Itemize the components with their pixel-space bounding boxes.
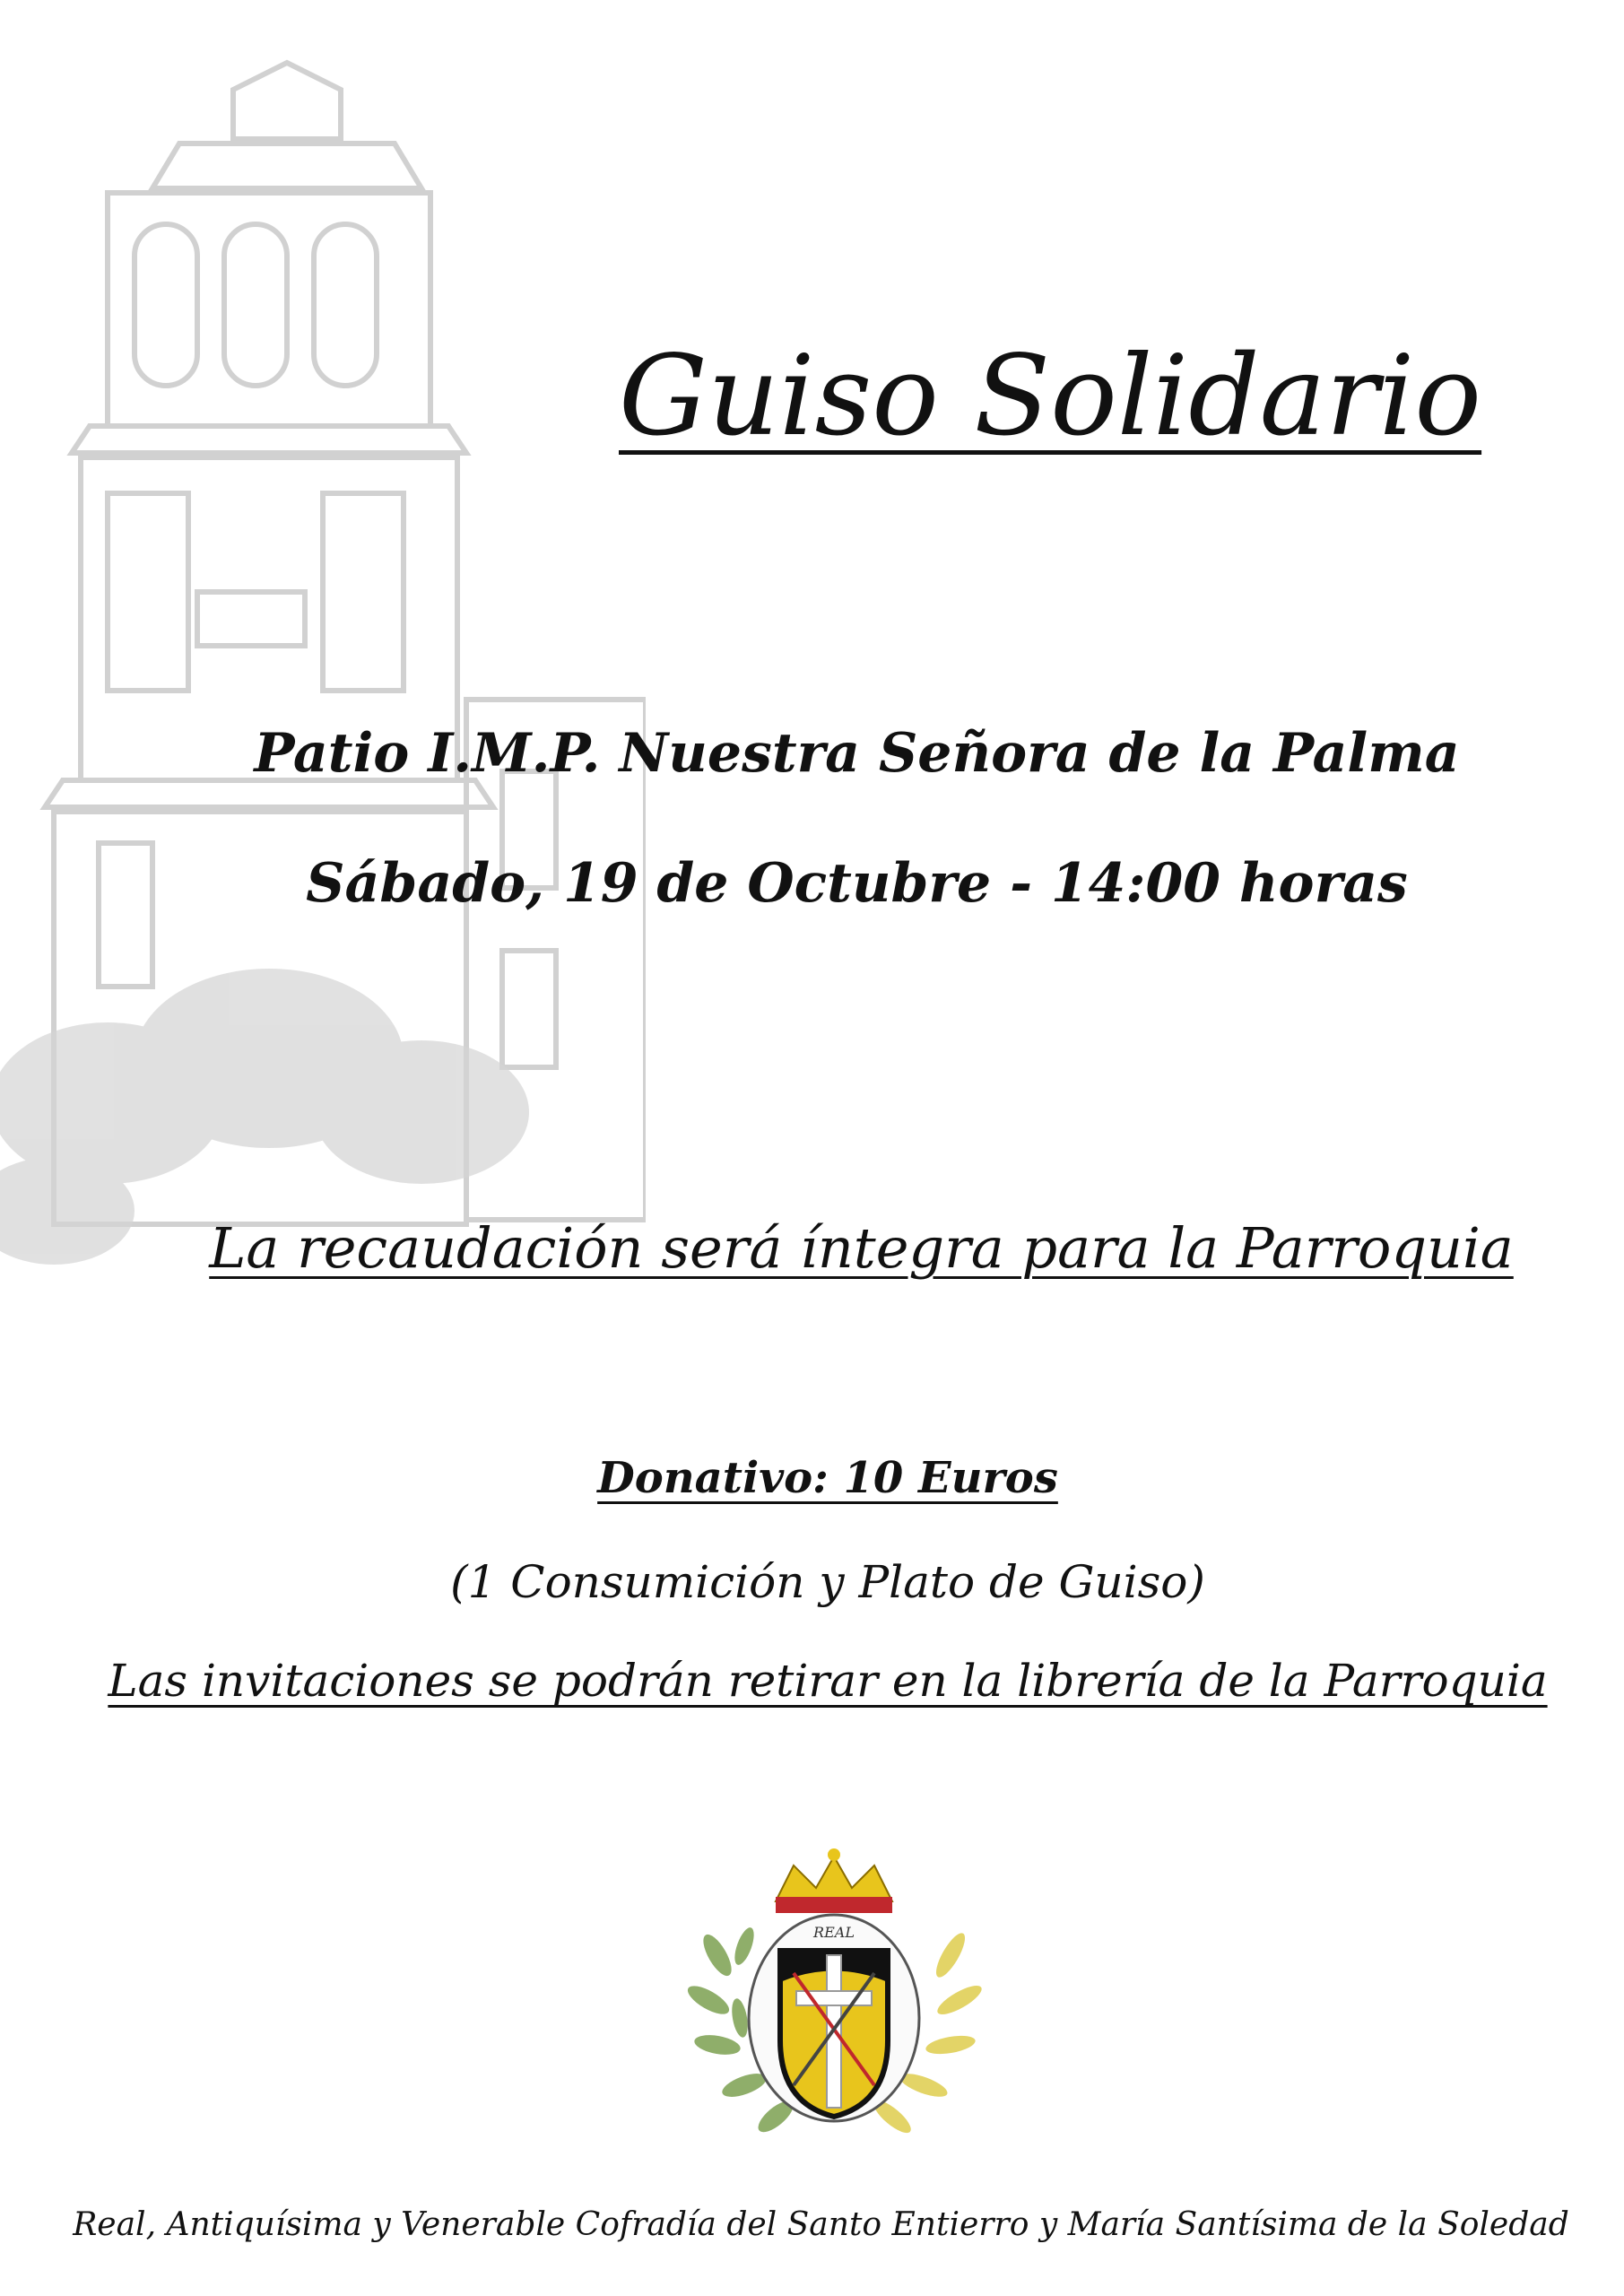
beneficiary-note: La recaudación será íntegra para la Parroquia <box>209 1215 1514 1281</box>
brotherhood-name-footer: Real, Antiquísima y Venerable Cofradía del Santo Entierro y María Santísima de la Soledad <box>73 2206 1569 2243</box>
event-title: Guiso Solidario <box>619 332 1482 461</box>
invitation-pickup-note: Las invitaciones se podrán retirar en la librería de la Parroquia <box>108 1655 1548 1707</box>
crown-ribbon-text: REAL <box>813 1924 855 1941</box>
donation-includes: (1 Consumición y Plato de Guiso) <box>450 1556 1205 1608</box>
donation-price: Donativo: 10 Euros <box>597 1453 1058 1503</box>
church-tower-background-illustration <box>0 54 646 1274</box>
event-datetime: Sábado, 19 de Octubre - 14:00 horas <box>306 852 1408 915</box>
brotherhood-coat-of-arms-icon <box>682 1848 986 2152</box>
event-venue: Patio I.M.P. Nuestra Señora de la Palma <box>254 722 1460 785</box>
